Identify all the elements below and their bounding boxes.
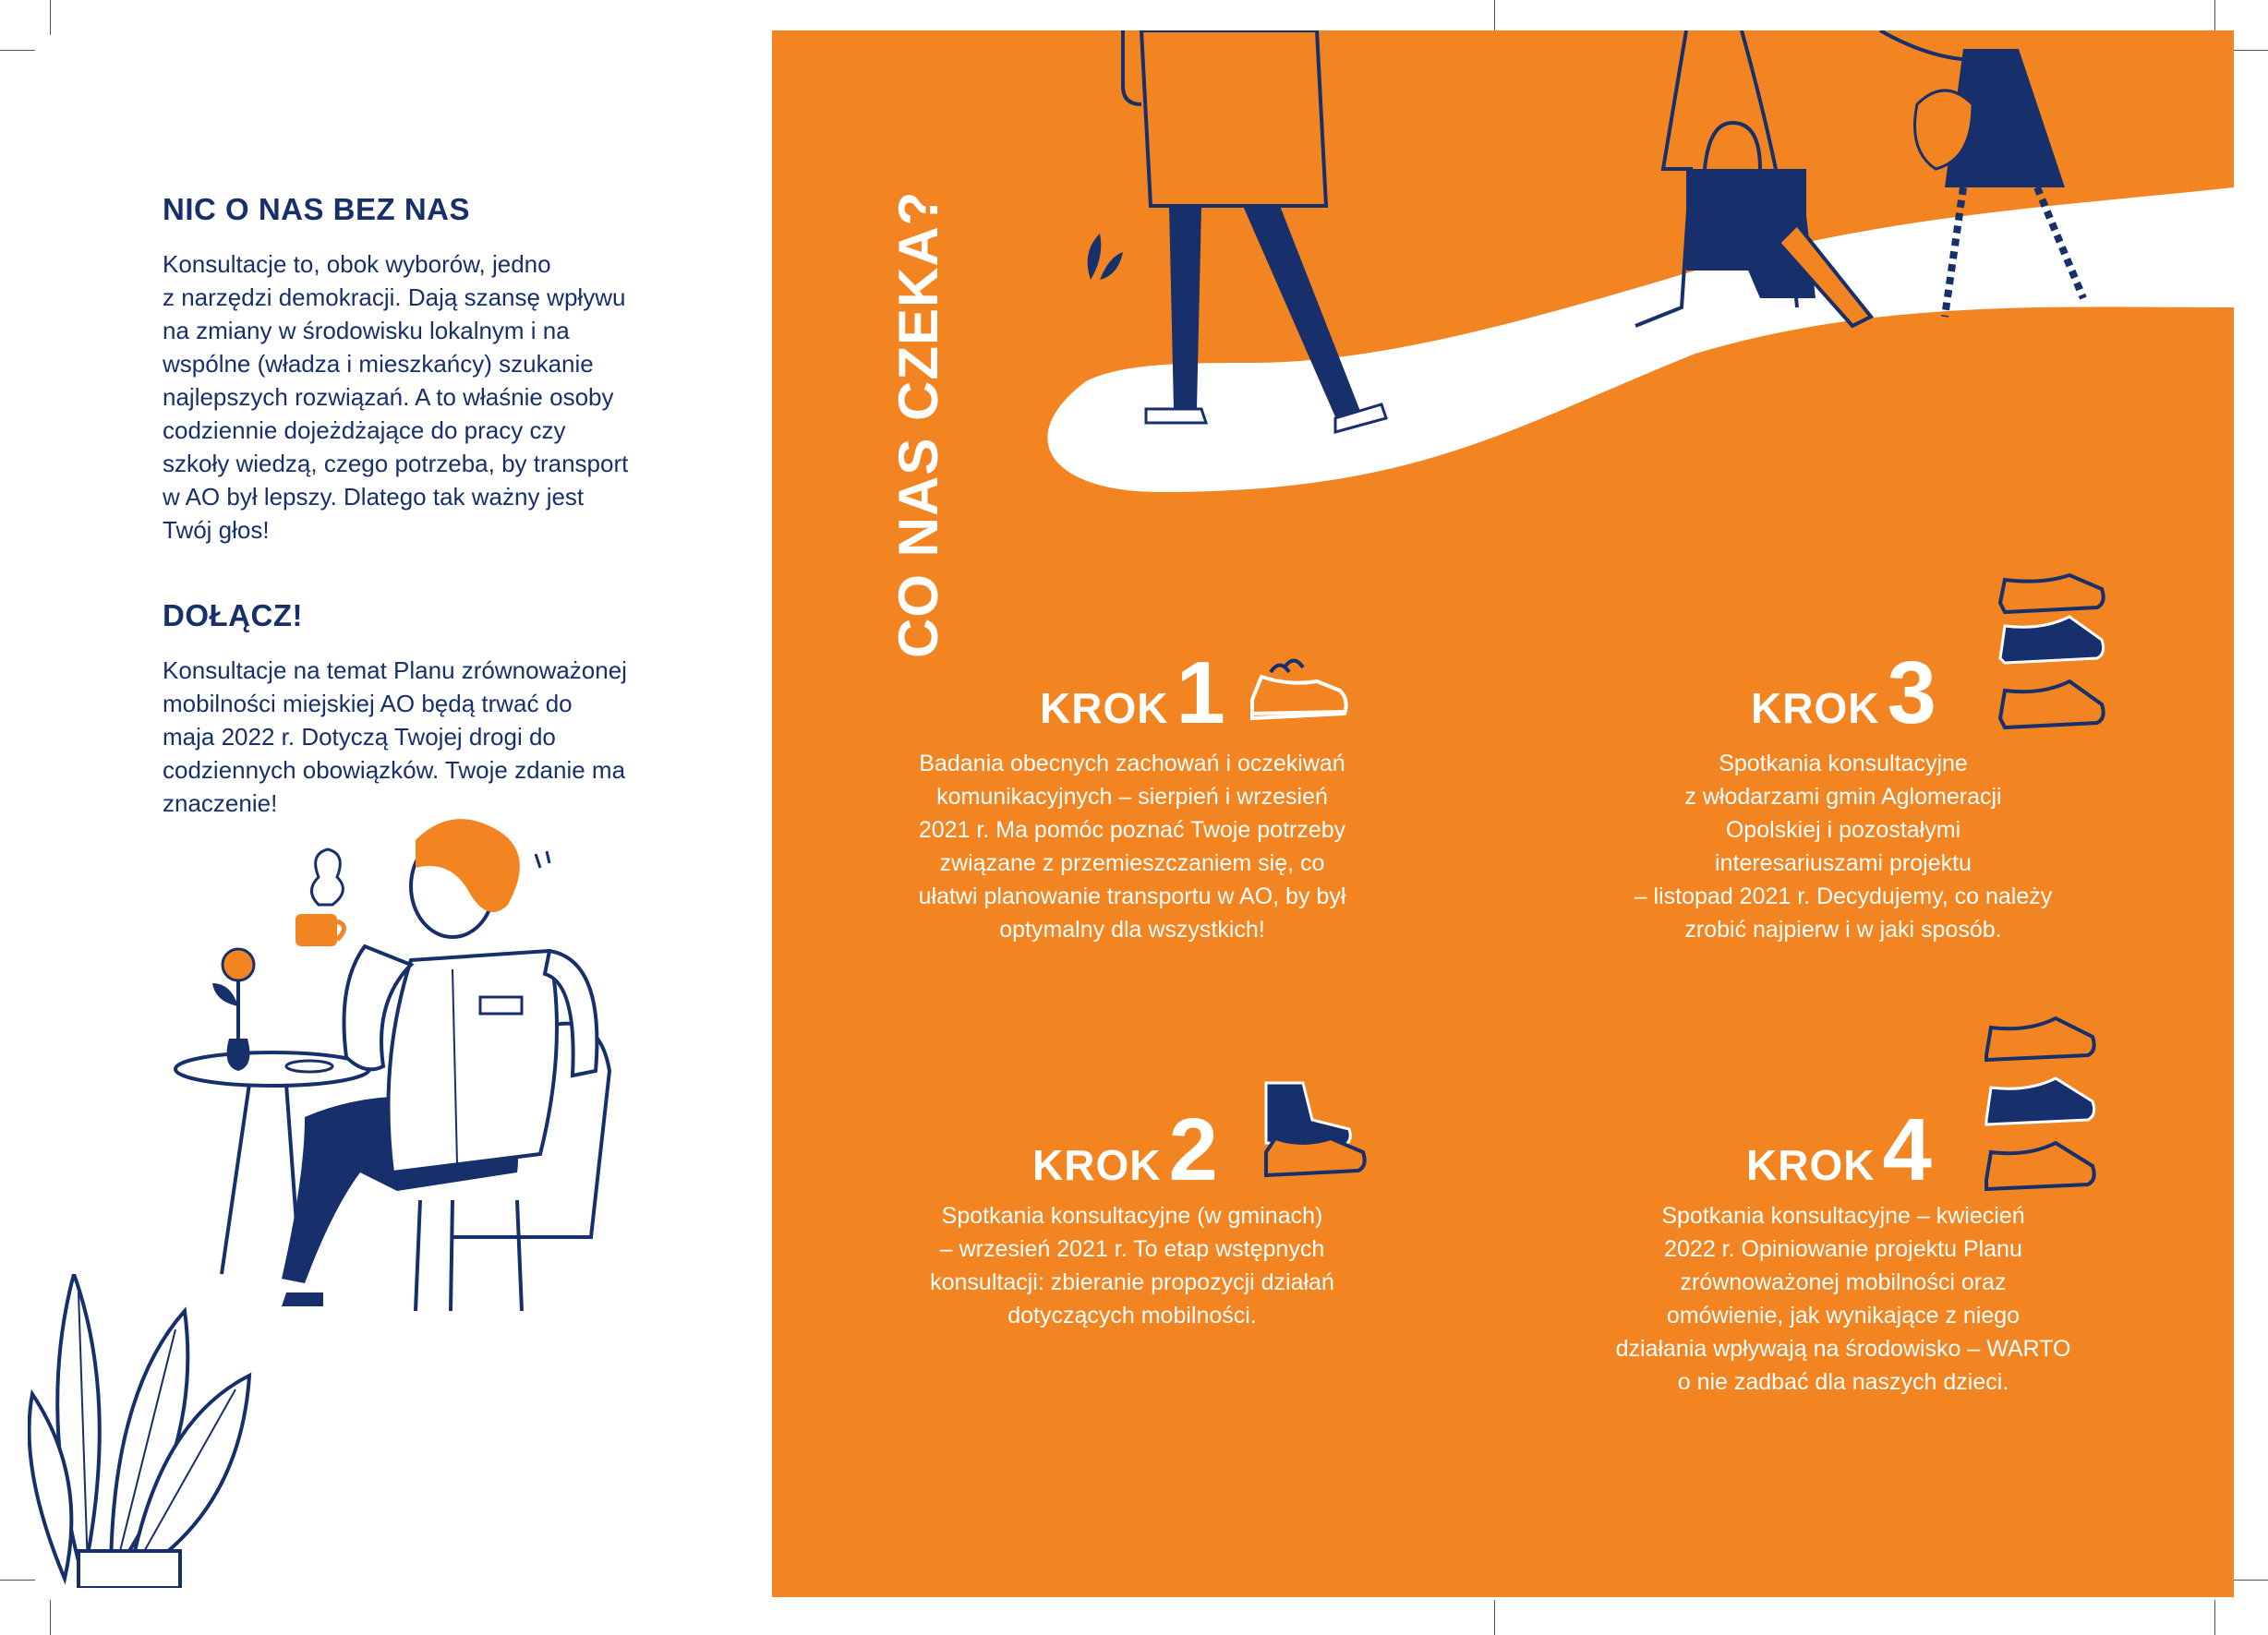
body-line: Twój głos! xyxy=(163,516,270,544)
body-line: szkoły wiedzą, czego potrzeba, by transport xyxy=(163,450,629,477)
step-line: 2022 r. Opiniowanie projektu Planu xyxy=(1664,1236,2022,1262)
sneaker-icon xyxy=(1243,658,1354,732)
step-number: 2 xyxy=(1168,1100,1218,1199)
step-line: zrobić najpierw i w jaki sposób. xyxy=(1684,917,2002,943)
crop-mark xyxy=(50,1600,51,1635)
step-line: Badania obecnych zachowań i oczekiwań xyxy=(919,751,1345,776)
step-number: 4 xyxy=(1882,1100,1932,1199)
crop-mark xyxy=(0,50,35,51)
white-path-illustration xyxy=(772,30,2234,547)
step-line: komunikacyjnych – sierpień i wrzesień xyxy=(936,784,1328,810)
step-word: KROK xyxy=(1751,684,1880,732)
body-line: Konsultacje to, obok wyborów, jedno xyxy=(163,250,551,278)
step-4-heading xyxy=(1746,1100,1932,1199)
step-2-text xyxy=(874,1199,1391,1332)
step-line: ułatwi planowanie transportu w AO, by był xyxy=(918,884,1346,909)
step-number: 3 xyxy=(1887,643,1936,742)
stacked-sneakers-icon xyxy=(1991,557,2111,741)
step-number: 1 xyxy=(1176,643,1225,742)
step-2-heading xyxy=(1032,1100,1218,1199)
stacked-sneakers-icon xyxy=(1977,981,2106,1194)
section-title-nic-o-nas: NIC O NAS BEZ NAS xyxy=(163,192,471,226)
sneakers-pair-icon xyxy=(1257,1074,1372,1194)
step-1-text xyxy=(874,747,1391,946)
step-line: 2021 r. Ma pomóc poznać Twoje potrzeby xyxy=(918,817,1346,843)
body-line: w AO był lepszy. Dlatego tak ważny jest xyxy=(163,483,585,511)
section-title-dolacz: DOŁĄCZ! xyxy=(163,598,303,632)
crop-mark xyxy=(2233,50,2268,51)
step-line: interesariuszami projektu xyxy=(1715,850,1972,876)
step-line: działania wpływają na środowisko – WARTO xyxy=(1615,1336,2071,1362)
step-line: Spotkania konsultacyjne (w gminach) xyxy=(941,1203,1323,1229)
step-word: KROK xyxy=(1032,1141,1162,1189)
step-line: zrównoważonej mobilności oraz xyxy=(1680,1269,2007,1295)
step-line: omówienie, jak wynikające z niego xyxy=(1666,1303,2021,1328)
body-line: najlepszych rozwiązań. A to właśnie osoby xyxy=(163,383,614,411)
step-word: KROK xyxy=(1746,1141,1876,1189)
body-line: z narzędzi demokracji. Dają szansę wpływu xyxy=(163,283,626,311)
body-line: Konsultacje na temat Planu zrównoważonej xyxy=(163,656,627,684)
crop-mark xyxy=(50,0,51,35)
man-drinking-coffee-illustration xyxy=(148,812,683,1329)
step-3-heading xyxy=(1751,643,1936,742)
step-line: konsultacji: zbieranie propozycji działań xyxy=(930,1269,1334,1295)
step-line: z włodarzami gmin Aglomeracji xyxy=(1684,784,2002,810)
section-body-dolacz xyxy=(163,654,680,820)
body-line: na zmiany w środowisku lokalnym i na xyxy=(163,317,570,344)
step-1-heading xyxy=(1040,643,1225,742)
step-line: Opolskiej i pozostałymi xyxy=(1725,817,1961,843)
section-body-nic-o-nas xyxy=(163,247,680,547)
step-line: – listopad 2021 r. Decydujemy, co należy xyxy=(1634,884,2053,909)
crop-mark xyxy=(2214,1600,2215,1635)
step-line: o nie zadbać dla naszych dzieci. xyxy=(1677,1369,2009,1395)
crop-mark xyxy=(1494,1600,1495,1635)
step-line: Spotkania konsultacyjne xyxy=(1719,751,1968,776)
step-line: – wrzesień 2021 r. To etap wstępnych xyxy=(939,1236,1325,1262)
step-line: dotyczących mobilności. xyxy=(1007,1303,1257,1328)
body-line: codziennych obowiązków. Twoje zdanie ma xyxy=(163,756,626,784)
body-line: znaczenie! xyxy=(163,789,278,817)
body-line: mobilności miejskiej AO będą trwać do xyxy=(163,690,573,717)
vertical-title: CO NAS CZEKA? xyxy=(887,190,949,658)
step-line: Spotkania konsultacyjne – kwiecień xyxy=(1661,1203,2025,1229)
body-line: wspólne (władza i mieszkańcy) szukanie xyxy=(163,350,594,378)
plant-illustration xyxy=(28,1274,268,1588)
body-line: codziennie dojeżdżające do pracy czy xyxy=(163,416,566,444)
crop-mark xyxy=(2233,1580,2268,1581)
step-line: związane z przemieszczaniem się, co xyxy=(939,850,1325,876)
step-line: optymalny dla wszystkich! xyxy=(999,917,1265,943)
body-line: maja 2022 r. Dotyczą Twojej drogi do xyxy=(163,723,556,751)
step-4-text xyxy=(1585,1199,2102,1399)
step-3-text xyxy=(1585,747,2102,946)
step-word: KROK xyxy=(1040,684,1169,732)
orange-panel xyxy=(772,30,2234,1597)
